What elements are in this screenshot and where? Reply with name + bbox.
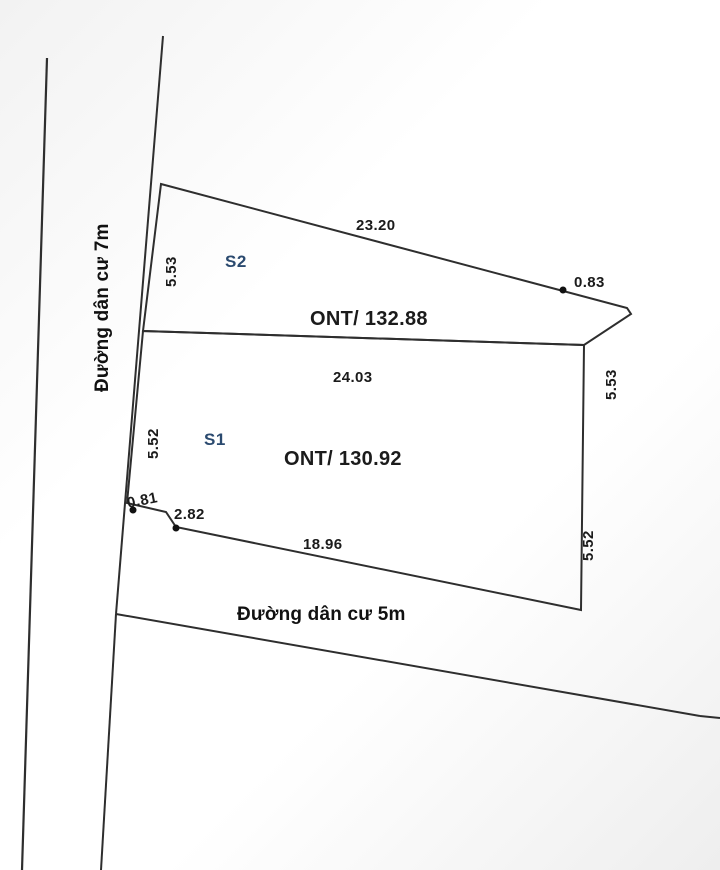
lot-s1-dim-corner-a: 0.81: [125, 489, 160, 512]
lot-s1-dim-corner-b: 2.82: [174, 506, 205, 523]
lot-s1-area: ONT/ 130.92: [284, 448, 402, 470]
lot-s2-area: ONT/ 132.88: [310, 308, 428, 330]
lot-s2-dim-left: 5.53: [163, 256, 180, 287]
lot-s1-dim-bottom: 18.96: [303, 536, 343, 553]
corner-point-right-top: [560, 287, 567, 294]
road-bottom-label: Đường dân cư 5m: [237, 604, 406, 625]
corner-point-left-b: [173, 525, 180, 532]
road-left-label: Đường dân cư 7m: [92, 223, 113, 392]
lot-s2-dim-corner-right: 0.83: [574, 274, 605, 291]
lot-s1-dim-right: 5.52: [580, 530, 597, 561]
road-bottom-lower-edge: [116, 614, 700, 716]
road-bottom-lower-edge-right: [700, 716, 720, 718]
lot-s2-dim-top: 23.20: [356, 217, 396, 234]
lot-s1-label: S1: [204, 430, 226, 449]
road-left-inner-edge-lower: [101, 614, 116, 870]
lot-s1-dim-left: 5.52: [145, 428, 162, 459]
lot-s2-dim-right: 5.53: [603, 369, 620, 400]
lot-s1-dim-top: 24.03: [333, 369, 373, 386]
lot-s2-label: S2: [225, 252, 247, 271]
road-left-inner-edge: [116, 36, 163, 614]
road-left-outer-edge: [22, 58, 47, 870]
